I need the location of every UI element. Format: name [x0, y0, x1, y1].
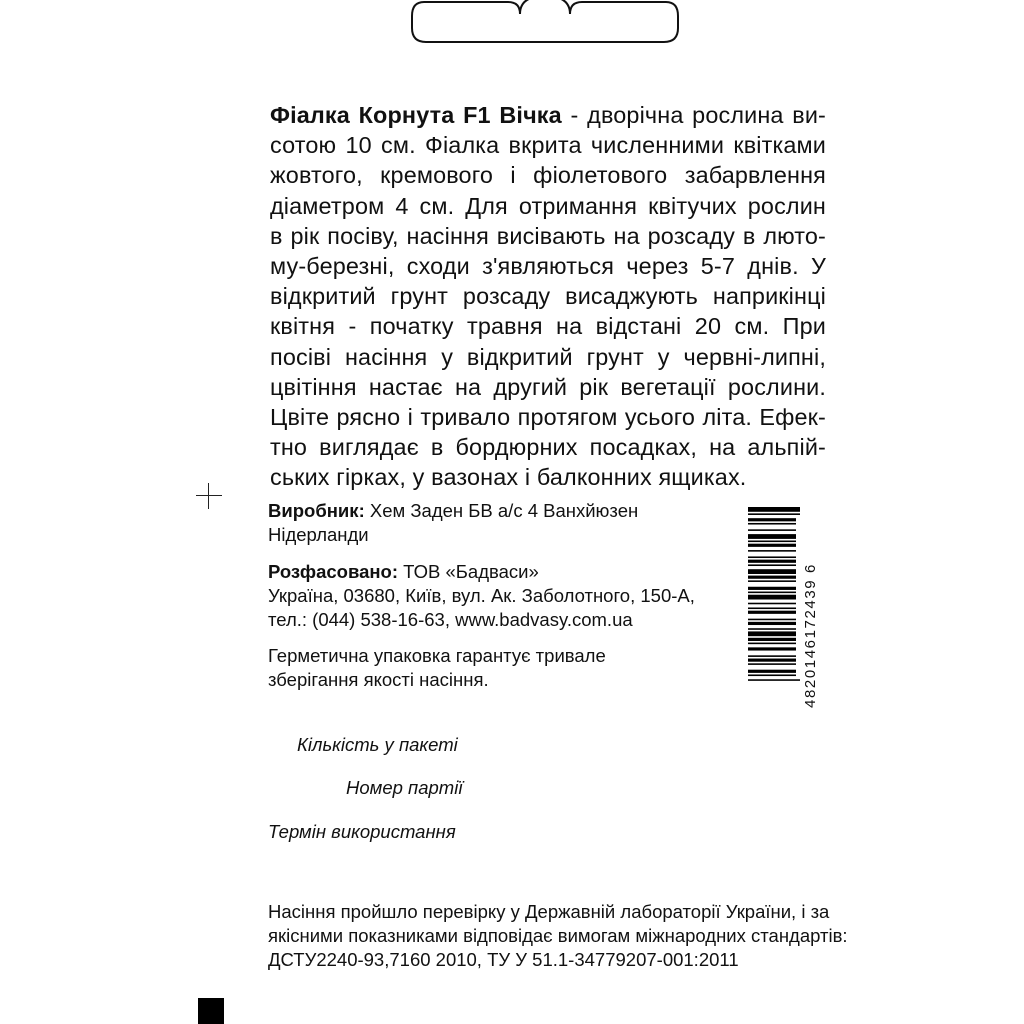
- product-title: Фіалка Корнута F1 Вічка: [270, 102, 562, 128]
- barcode-bar: [748, 619, 796, 621]
- barcode-bar: [748, 569, 796, 574]
- barcode-bar: [748, 513, 800, 515]
- barcode-bar: [748, 518, 796, 521]
- description-line: сотою 10 см. Фіалка вкрита численними квітками: [270, 132, 826, 159]
- barcode-bar: [748, 576, 796, 579]
- barcode-bar: [748, 534, 796, 539]
- barcode-digits: 4820146172439 6: [802, 563, 819, 708]
- barcode-bar: [748, 587, 796, 590]
- barcode-bar: [748, 647, 796, 650]
- barcode-bar: [748, 628, 796, 630]
- barcode-bar: [748, 529, 796, 531]
- description-line: тно виглядає в бордюрних посадках, на альпій-: [270, 434, 826, 461]
- description-line: цвітіння настає на другий рік вегетації рослини.: [270, 373, 826, 400]
- barcode-bar: [748, 523, 796, 525]
- description-line: посіві насіння у відкритий грунт у червні-липні,: [270, 343, 826, 370]
- barcode-bar: [748, 679, 800, 681]
- barcode-bar: [748, 622, 796, 625]
- description-line: ських гірках, у вазонах і балконних ящиках.: [270, 464, 747, 491]
- certification-note: Насіння пройшло перевірку у Державній лабораторії України, і за якісними показниками відповідає вимогам міжнародних стандартів: ДСТУ2240-93,7160 2010, ТУ У 51.1-34779207-001:2011: [268, 901, 848, 970]
- manufacturer-name: Хем Заден БВ а/с 4 Ванхйюзен: [364, 500, 639, 521]
- barcode-bar: [748, 643, 796, 645]
- manufacturer-country: Нідерланди: [268, 524, 369, 545]
- barcode-bar: [748, 564, 796, 566]
- registration-square: [198, 998, 224, 1024]
- barcode-bar: [748, 560, 796, 563]
- registration-mark: [196, 483, 222, 509]
- description-line: в рік посіву, насіння висівають на розсаду в люто-: [270, 222, 826, 249]
- expiry-date-label: Термін використання: [268, 821, 456, 842]
- barcode-bar: [748, 674, 796, 676]
- manufacturer-label: Виробник:: [268, 500, 365, 521]
- product-description: [270, 100, 826, 493]
- barcode-bar: [748, 663, 796, 665]
- barcode-bar: [748, 638, 796, 641]
- description-line: Фіалка Корнута F1 Вічка - дворічна рослина ви-: [270, 102, 826, 128]
- description-line: му-березні, сходи з'являються через 5-7 днів. У: [270, 253, 826, 280]
- packer-contacts: тел.: (044) 538-16-63, www.badvasy.com.ua: [268, 609, 633, 630]
- hanger-tab-outline: [410, 0, 680, 50]
- sealed-package-note: Герметична упаковка гарантує тривале зберігання якості насіння.: [268, 645, 606, 690]
- description-line: відкритий грунт розсаду висаджують наприкінці: [270, 283, 826, 310]
- barcode-bar: [748, 611, 796, 614]
- description-line: жовтого, кремового і фіолетового забарвлення: [270, 162, 826, 189]
- quantity-field-label: Кількість у пакеті: [297, 734, 458, 755]
- packer-name: ТОВ «Бадваси»: [398, 561, 539, 582]
- manufacturer-info: [268, 499, 728, 547]
- description-line: діаметром 4 см. Для отримання квітучих рослин: [270, 192, 826, 219]
- barcode-bar: [748, 631, 796, 636]
- barcode-bar: [748, 540, 796, 542]
- barcode-bar: [748, 592, 796, 594]
- barcode-bar: [748, 550, 796, 552]
- packer-info: [268, 560, 728, 632]
- description-line: квітня - початку травня на відстані 20 см. При: [270, 313, 826, 340]
- barcode-bar: [748, 670, 796, 673]
- description-line: Цвіте рясно і тривало протягом усього літа. Ефек-: [270, 404, 826, 431]
- barcode-bar: [748, 595, 796, 600]
- barcode-bars: [748, 505, 800, 705]
- barcode-bar: [748, 603, 796, 605]
- barcode-bar: [748, 544, 796, 547]
- barcode-bar: [748, 659, 796, 662]
- barcode-bar: [748, 580, 796, 582]
- batch-number-label: Номер партії: [346, 777, 463, 798]
- barcode-bar: [748, 507, 800, 512]
- barcode-bar: [748, 655, 796, 657]
- barcode-bar: [748, 607, 796, 609]
- barcode-bar: [748, 556, 796, 558]
- packer-address: Україна, 03680, Київ, вул. Ак. Заболотного, 150-А,: [268, 585, 695, 606]
- packer-label: Розфасовано:: [268, 561, 399, 582]
